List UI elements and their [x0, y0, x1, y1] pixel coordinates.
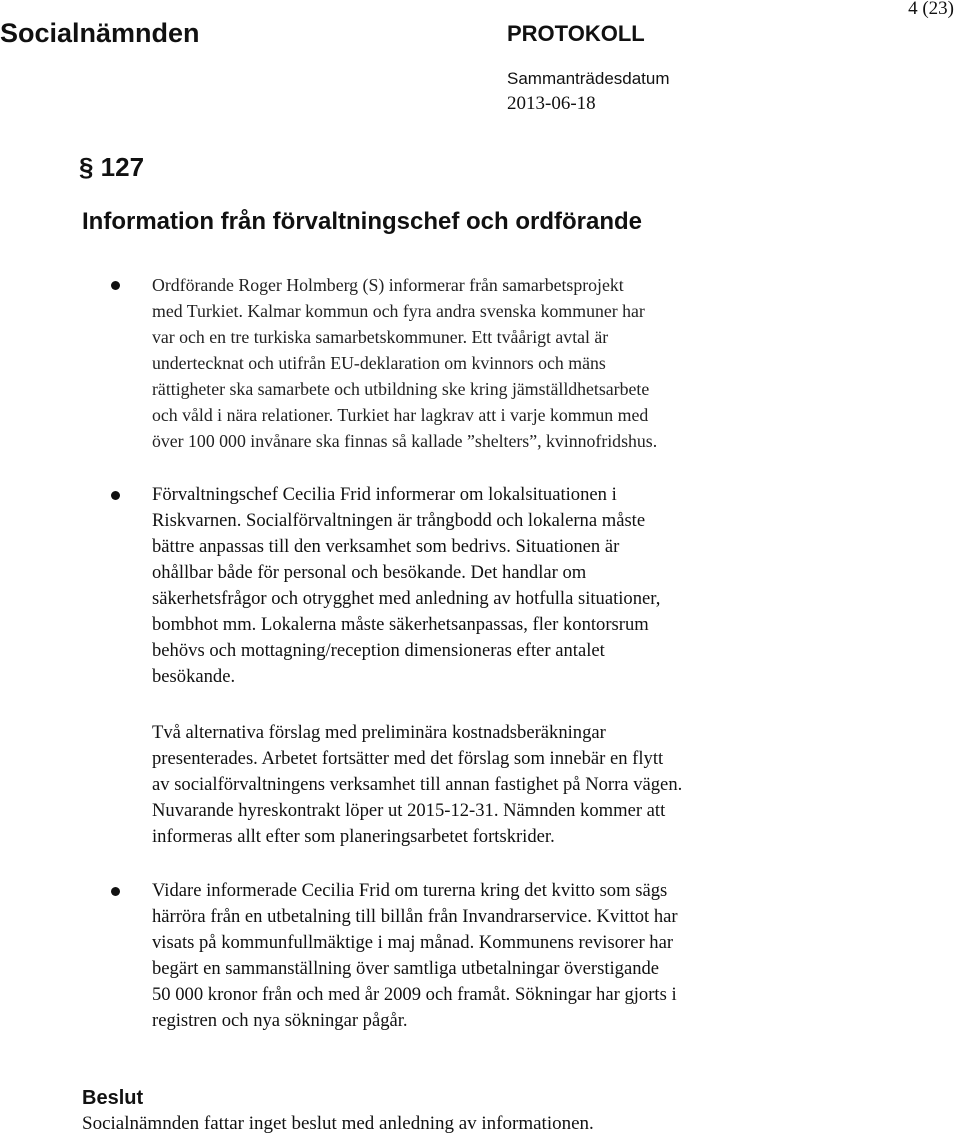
bullet-icon: [111, 887, 120, 896]
text-line: rättigheter ska samarbete och utbildning ske kring jämställdhetsarbete: [152, 379, 650, 399]
section-title: Information från förvaltningschef och ordförande: [82, 208, 643, 235]
text-line: Riskvarnen. Socialförvaltningen är trångbodd och lokalerna måste: [152, 510, 646, 531]
organization-name: Socialnämnden: [0, 18, 200, 48]
text-line: registren och nya sökningar pågår.: [152, 1010, 408, 1031]
text-line: behövs och mottagning/reception dimensioneras efter antalet: [152, 640, 605, 661]
item-paragraph: [152, 878, 912, 1034]
text-line: Förvaltningschef Cecilia Frid informerar om lokalsituationen i: [152, 484, 617, 505]
text-line: 50 000 kronor från och med år 2009 och framåt. Sökningar har gjorts i: [152, 984, 677, 1005]
document-type: PROTOKOLL: [507, 21, 645, 46]
text-line: ohållbar både för personal och besökande. Det handlar om: [152, 562, 587, 583]
paragraph-number: § 127: [79, 152, 145, 182]
text-line: Nuvarande hyreskontrakt löper ut 2015-12-31. Nämnden kommer att: [152, 800, 666, 821]
text-line: härröra från en utbetalning till billån från Invandrarservice. Kvittot har: [152, 906, 678, 927]
text-line: Vidare informerade Cecilia Frid om turerna kring det kvitto som sägs: [152, 880, 668, 901]
text-line: undertecknat och utifrån EU-deklaration om kvinnors och mäns: [152, 353, 606, 373]
item-paragraph: [152, 482, 912, 690]
text-line: bombhot mm. Lokalerna måste säkerhetsanpassas, fler kontorsrum: [152, 614, 649, 635]
item-paragraph: [152, 272, 912, 454]
text-line: begärt en sammanställning över samtliga utbetalningar överstigande: [152, 958, 660, 979]
text-line: bättre anpassas till den verksamhet som bedrivs. Situationen är: [152, 536, 620, 557]
item-paragraph: [152, 720, 912, 850]
text-line: säkerhetsfrågor och otrygghet med anledning av hotfulla situationer,: [152, 588, 661, 609]
decision-text: Socialnämnden fattar inget beslut med anledning av informationen.: [82, 1113, 594, 1134]
decision-heading: Beslut: [82, 1087, 144, 1109]
text-line: presenterades. Arbetet fortsätter med det förslag som innebär en flytt: [152, 748, 664, 769]
text-line: och våld i nära relationer. Turkiet har lagkrav att i varje kommun med: [152, 405, 649, 425]
text-line: Två alternativa förslag med preliminära kostnadsberäkningar: [152, 722, 606, 743]
text-line: över 100 000 invånare ska finnas så kallade ”shelters”, kvinnofridshus.: [152, 431, 658, 451]
meeting-date-label: Sammanträdesdatum: [507, 69, 670, 88]
page-number: 4 (23): [908, 0, 954, 19]
text-line: besökande.: [152, 666, 236, 687]
text-line: med Turkiet. Kalmar kommun och fyra andra svenska kommuner har: [152, 301, 645, 321]
text-line: informeras allt efter som planeringsarbetet fortskrider.: [152, 826, 555, 847]
text-line: var och en tre turkiska samarbetskommuner. Ett tvåårigt avtal är: [152, 327, 609, 347]
bullet-icon: [111, 281, 120, 290]
text-line: visats på kommunfullmäktige i maj månad. Kommunens revisorer har: [152, 932, 674, 953]
text-line: av socialförvaltningens verksamhet till annan fastighet på Norra vägen.: [152, 774, 683, 795]
text-line: Ordförande Roger Holmberg (S) informerar från samarbetsprojekt: [152, 275, 624, 295]
meeting-date: 2013-06-18: [507, 93, 596, 114]
bullet-icon: [111, 491, 120, 500]
